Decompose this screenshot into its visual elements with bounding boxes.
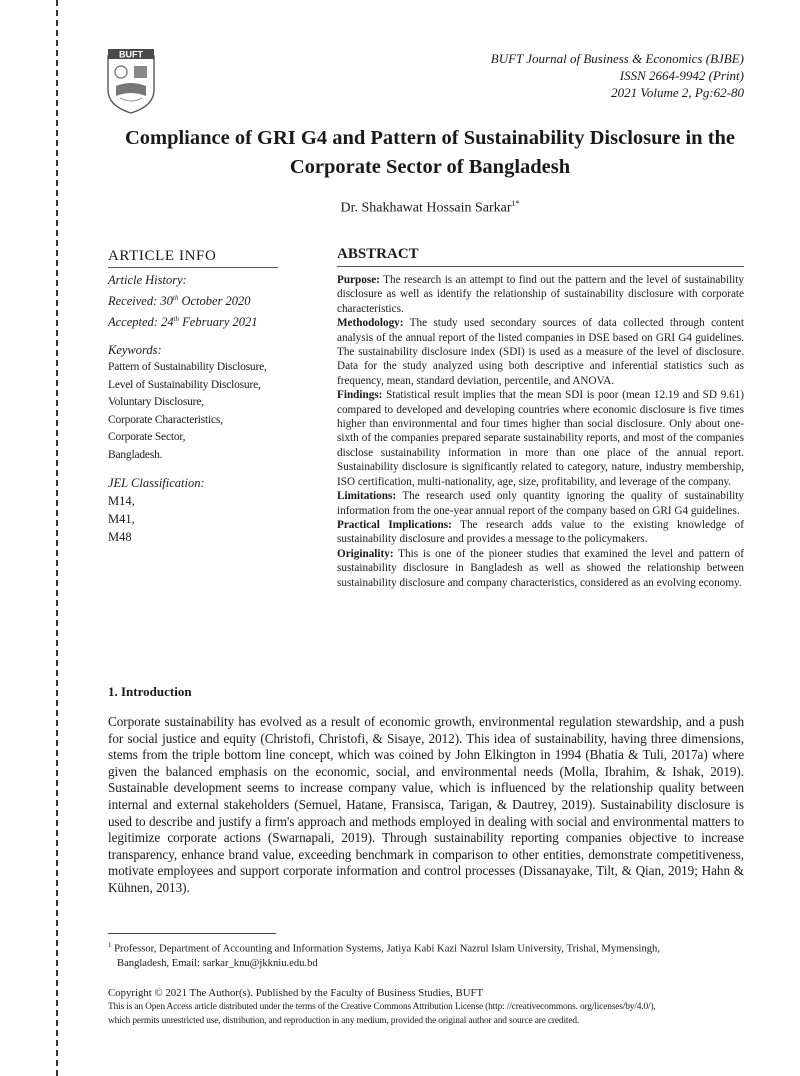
keyword-item: Level of Sustainability Disclosure,: [108, 378, 261, 391]
logo-text: BUFT: [119, 49, 143, 60]
journal-name: BUFT Journal of Business & Economics (BJBE): [490, 51, 744, 66]
keyword-item: Bangladesh.: [108, 448, 163, 461]
jel-code: M41,: [108, 512, 135, 527]
copyright-notice: Copyright © 2021 The Author(s). Published by the Faculty of Business Studies, BUFT: [108, 987, 484, 999]
keywords-label: Keywords:: [108, 343, 162, 358]
license-line-2: which permits unrestricted use, distribution, and reproduction in any medium, provided the original author and source are credited.: [108, 1015, 580, 1026]
journal-info: [384, 50, 744, 101]
footnote-divider: [108, 933, 276, 934]
title-line-1: Compliance of GRI G4 and Pattern of Sustainability Disclosure in the: [124, 127, 736, 149]
keyword-item: Pattern of Sustainability Disclosure,: [108, 361, 267, 374]
abstract-methodology: Methodology: The study used secondary sources of data collected through content analysis of the annual report of the listed companies in DSE based on GRI G4 guidelines. The sustainability disclosure index (SDI) is used as a measure of the level of disclosure. Data for the study analyzed using both descriptive and inferential statistics such as frequency, mean, standard deviation, percentile, and ANOVA.: [337, 317, 744, 387]
author: [100, 199, 760, 217]
journal-volume: 2021 Volume 2, Pg:62-80: [611, 85, 744, 100]
jel-code: M48: [108, 530, 132, 545]
article-history-label: Article History:: [108, 273, 187, 287]
abstract: [337, 246, 744, 590]
section-heading-introduction: 1. Introduction: [108, 684, 192, 699]
abstract-heading: ABSTRACT: [337, 246, 744, 267]
accepted-date: Accepted: 24th February 2021: [108, 315, 258, 330]
abstract-purpose: Purpose: The research is an attempt to find out the pattern and the level of sustainability disclosure as well as identify the relationship of sustainability disclosure with corporate characteristics.: [337, 274, 744, 315]
author-mark: 1*: [511, 199, 520, 208]
jel-code: M14,: [108, 494, 135, 509]
keyword-item: Corporate Sector,: [108, 431, 186, 444]
footnote: [108, 938, 744, 972]
article-info: [108, 248, 318, 546]
received-date: Received: 30th October 2020: [108, 294, 251, 309]
paper-title: [100, 124, 760, 182]
license-line-1: This is an Open Access article distributed under the terms of the Creative Commons Attribution License (http: //creativecommons. org/licenses/by/4.0/),: [108, 1002, 656, 1012]
keyword-item: Corporate Characteristics,: [108, 413, 223, 426]
article-info-heading: ARTICLE INFO: [108, 248, 278, 268]
buft-logo: [98, 46, 164, 116]
jel-label: JEL Classification:: [108, 476, 205, 491]
introduction-body: Corporate sustainability has evolved as a result of economic growth, environmental regulation stewardship, and a push for social justice and equity (Christofi, Christofi, & Sisaye, 2012). This idea of sustainability, having three dimensions, stems from the triple bottom line concept, which was coined by John Elkington in 1994 (Bhatia & Tuli, 2017a) where given the balanced emphasis on the economic, social, and environmental needs (Molla, Ibrahim, & Ishak, 2019). Sustainable development seems to increase company value, which is influenced by the relationship quality between internal and external stakeholders (Semuel, Hatane, Fransisca, Tarigan, & Dautrey, 2019). Sustainability disclosure is used to describe and justify a firm's approach and methods employed in dealing with social and environmental matters to legitimize corporate actions (Swarnapali, 2019). Through sustainability reporting companies objective to increase transparency, enhance brand value, exceeding benchmark in comparison to other entities, demonstrate competitiveness, motivate employees and support corporate information and control processes (Dissanayake, Tilt, & Qian, 2019; Hahn & Kühnen, 2013).: [108, 714, 744, 895]
footnote-line-2: Bangladesh, Email: sarkar_knu@jkkniu.edu.bd: [117, 958, 318, 970]
abstract-limitations: Limitations: The research used only quantity ignoring the quality of sustainability information from the one-year annual report of the company based on GRI G4 guidelines.: [337, 490, 744, 517]
title-line-2: Corporate Sector of Bangladesh: [289, 156, 571, 178]
abstract-findings: Findings: Statistical result implies that the mean SDI is poor (mean 12.19 and SD 9.61) compared to developed and developing countries where economic disclosure is five times higher than environmental and four times higher than social disclosure. Only about one-sixth of the companies prepared separate sustainability reports, and most of the companies disclose sustainability information in more than one place of the annual report. Sustainability disclosure is significantly related to category, nature, industry membership, ISO certification, multi-nationality, age, size, profitability, and leverage of the company.: [337, 389, 744, 488]
page-cut-line: [56, 0, 58, 1076]
keyword-item: Voluntary Disclosure,: [108, 396, 204, 409]
license-notice: [108, 1001, 744, 1028]
abstract-originality: Originality: This is one of the pioneer studies that examined the level and pattern of sustainability disclosure in Bangladesh as well as showed the relationship between sustainability disclosure and company characteristics, considered as an evolving economy.: [337, 547, 744, 589]
journal-issn: ISSN 2664-9942 (Print): [619, 68, 744, 83]
abstract-practical-implications: Practical Implications: The research adds value to the existing knowledge of sustainability disclosure and provides a message to the policymakers.: [337, 518, 744, 546]
author-name: Dr. Shakhawat Hossain Sarkar: [340, 200, 512, 216]
footnote-line-1: $^1$ Professor, Department of Accounting and Information Systems, Jatiya Kabi Kazi Nazrul Islam University, Trishal, Mymensingh,: [108, 941, 660, 955]
